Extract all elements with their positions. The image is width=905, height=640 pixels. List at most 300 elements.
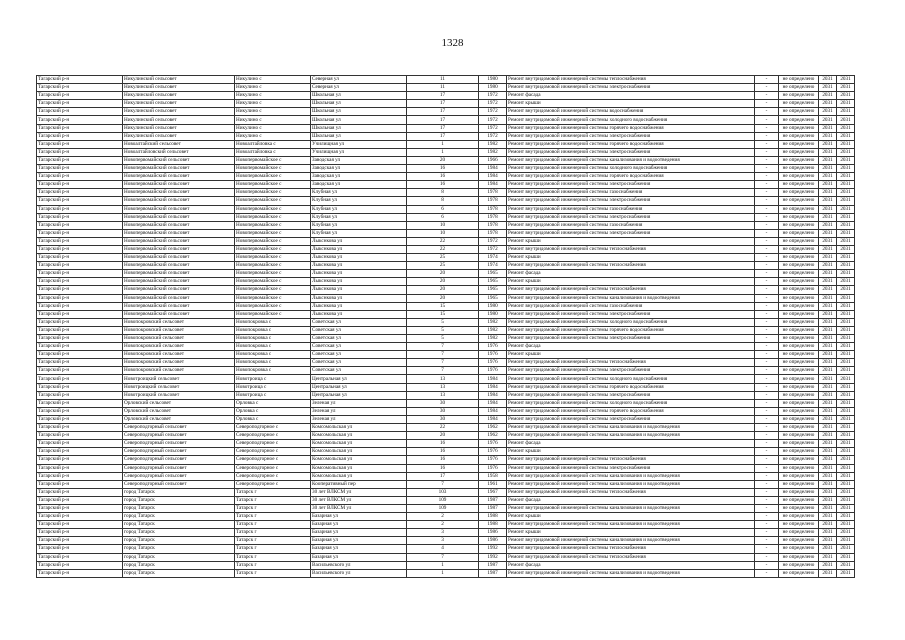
table-row xyxy=(37,116,855,124)
council-cell: Орловский сельсовет xyxy=(123,415,235,423)
dash-cell: - xyxy=(755,359,779,367)
settlement-cell: Новопервомайское с xyxy=(235,165,311,173)
council-cell: Новопервомайский сельсовет xyxy=(123,156,235,164)
work-type-cell: Ремонт крыши xyxy=(507,278,755,286)
council-cell: Новопервомайский сельсовет xyxy=(123,286,235,294)
table-row xyxy=(37,318,855,326)
dash-cell: - xyxy=(755,496,779,504)
end-year-cell: 2031 xyxy=(837,415,855,423)
dash-cell: - xyxy=(755,375,779,383)
district-cell: Тагарский р-н xyxy=(37,545,123,553)
year-cell: 1978 xyxy=(479,189,507,197)
house-number-cell: 16 xyxy=(407,448,479,456)
year-cell: 1984 xyxy=(479,399,507,407)
house-number-cell: 30 xyxy=(407,407,479,415)
status-cell: не определено xyxy=(779,92,819,100)
street-cell: Клубная ул xyxy=(311,221,407,229)
status-cell: не определено xyxy=(779,351,819,359)
repair-schedule-table xyxy=(36,75,855,578)
dash-cell: - xyxy=(755,415,779,423)
district-cell: Тагарский р-н xyxy=(37,318,123,326)
settlement-cell: Никулино с xyxy=(235,76,311,84)
end-year-cell: 2031 xyxy=(837,407,855,415)
council-cell: Новопервомайский сельсовет xyxy=(123,294,235,302)
end-year-cell: 2031 xyxy=(837,456,855,464)
street-cell: Комсомольская ул xyxy=(311,464,407,472)
street-cell: Базарная ул xyxy=(311,513,407,521)
end-year-cell: 2031 xyxy=(837,391,855,399)
end-year-cell: 2031 xyxy=(837,294,855,302)
status-cell: не определено xyxy=(779,286,819,294)
council-cell: Новоалтайский сельсовет xyxy=(123,140,235,148)
district-cell: Тагарский р-н xyxy=(37,553,123,561)
year-cell: 1962 xyxy=(479,424,507,432)
end-year-cell: 2031 xyxy=(837,448,855,456)
year-cell: 1980 xyxy=(479,310,507,318)
settlement-cell: Североподгорное с xyxy=(235,440,311,448)
table-row xyxy=(37,351,855,359)
house-number-cell: 109 xyxy=(407,504,479,512)
table-row xyxy=(37,432,855,440)
status-cell: не определено xyxy=(779,399,819,407)
end-year-cell: 2031 xyxy=(837,84,855,92)
status-cell: не определено xyxy=(779,205,819,213)
status-cell: не определено xyxy=(779,472,819,480)
end-year-cell: 2031 xyxy=(837,367,855,375)
house-number-cell: 20 xyxy=(407,432,479,440)
council-cell: Новопервомайский сельсовет xyxy=(123,197,235,205)
year-cell: 1976 xyxy=(479,440,507,448)
dash-cell: - xyxy=(755,197,779,205)
year-cell: 1987 xyxy=(479,569,507,577)
council-cell: Новопервомайский сельсовет xyxy=(123,205,235,213)
status-cell: не определено xyxy=(779,367,819,375)
district-cell: Тагарский р-н xyxy=(37,237,123,245)
work-type-cell: Ремонт внутридомовой инженерной системы канализования и водоотведения xyxy=(507,569,755,577)
work-type-cell: Ремонт крыши xyxy=(507,100,755,108)
street-cell: Школьная ул xyxy=(311,132,407,140)
year-cell: 1986 xyxy=(479,537,507,545)
street-cell: Лыкснкова ул xyxy=(311,278,407,286)
work-type-cell: Ремонт фасада xyxy=(507,496,755,504)
district-cell: Тагарский р-н xyxy=(37,132,123,140)
table-row xyxy=(37,456,855,464)
house-number-cell: 6 xyxy=(407,213,479,221)
dash-cell: - xyxy=(755,464,779,472)
year-cell: 1972 xyxy=(479,108,507,116)
street-cell: Лыкснкова ул xyxy=(311,270,407,278)
status-cell: не определено xyxy=(779,440,819,448)
table-row xyxy=(37,165,855,173)
settlement-cell: Татарск г xyxy=(235,488,311,496)
status-cell: не определено xyxy=(779,156,819,164)
dash-cell: - xyxy=(755,448,779,456)
end-year-cell: 2031 xyxy=(837,173,855,181)
council-cell: город Татарск xyxy=(123,561,235,569)
house-number-cell: 13 xyxy=(407,391,479,399)
table-row xyxy=(37,100,855,108)
status-cell: не определено xyxy=(779,262,819,270)
end-year-cell: 2031 xyxy=(837,424,855,432)
district-cell: Тагарский р-н xyxy=(37,529,123,537)
district-cell: Тагарский р-н xyxy=(37,302,123,310)
status-cell: не определено xyxy=(779,383,819,391)
street-cell: Центральная ул xyxy=(311,383,407,391)
house-number-cell: 22 xyxy=(407,237,479,245)
dash-cell: - xyxy=(755,513,779,521)
status-cell: не определено xyxy=(779,237,819,245)
end-year-cell: 2031 xyxy=(837,108,855,116)
settlement-cell: Новопервомайское с xyxy=(235,262,311,270)
table-row xyxy=(37,335,855,343)
status-cell: не определено xyxy=(779,197,819,205)
council-cell: город Татарск xyxy=(123,496,235,504)
end-year-cell: 2031 xyxy=(837,197,855,205)
house-number-cell: 30 xyxy=(407,415,479,423)
year-cell: 1965 xyxy=(479,270,507,278)
district-cell: Тагарский р-н xyxy=(37,124,123,132)
work-type-cell: Ремонт внутридомовой инженерной системы канализования и водоотведения xyxy=(507,521,755,529)
status-cell: не определено xyxy=(779,229,819,237)
table-row xyxy=(37,310,855,318)
street-cell: Заводская ул xyxy=(311,165,407,173)
house-number-cell: 3 xyxy=(407,537,479,545)
year-cell: 1984 xyxy=(479,415,507,423)
street-cell: Школьная ул xyxy=(311,124,407,132)
dash-cell: - xyxy=(755,561,779,569)
settlement-cell: Североподгорное с xyxy=(235,456,311,464)
work-type-cell: Ремонт внутридомовой инженерной системы теплоснабжения xyxy=(507,262,755,270)
dash-cell: - xyxy=(755,237,779,245)
end-year-cell: 2031 xyxy=(837,561,855,569)
start-year-cell: 2031 xyxy=(819,351,837,359)
end-year-cell: 2031 xyxy=(837,100,855,108)
work-type-cell: Ремонт внутридомовой инженерной системы канализования и водоотведения xyxy=(507,432,755,440)
table-row xyxy=(37,375,855,383)
year-cell: 1976 xyxy=(479,367,507,375)
dash-cell: - xyxy=(755,529,779,537)
work-type-cell: Ремонт внутридомовой инженерной системы электроснабжения xyxy=(507,367,755,375)
street-cell: Базарная ул xyxy=(311,553,407,561)
page-number: 1328 xyxy=(441,37,464,49)
table-row xyxy=(37,262,855,270)
start-year-cell: 2031 xyxy=(819,213,837,221)
status-cell: не определено xyxy=(779,116,819,124)
work-type-cell: Ремонт фасада xyxy=(507,92,755,100)
table-row xyxy=(37,529,855,537)
start-year-cell: 2031 xyxy=(819,181,837,189)
status-cell: не определено xyxy=(779,424,819,432)
work-type-cell: Ремонт внутридомовой инженерной системы горячего водоснабжения xyxy=(507,407,755,415)
year-cell: 1966 xyxy=(479,156,507,164)
dash-cell: - xyxy=(755,367,779,375)
table-row xyxy=(37,472,855,480)
year-cell: 1984 xyxy=(479,391,507,399)
street-cell: Клубная ул xyxy=(311,205,407,213)
end-year-cell: 2031 xyxy=(837,237,855,245)
start-year-cell: 2031 xyxy=(819,496,837,504)
council-cell: Орловский сельсовет xyxy=(123,407,235,415)
work-type-cell: Ремонт крыши xyxy=(507,448,755,456)
work-type-cell: Ремонт внутридомовой инженерной системы теплоснабжения xyxy=(507,488,755,496)
start-year-cell: 2031 xyxy=(819,448,837,456)
dash-cell: - xyxy=(755,229,779,237)
settlement-cell: Никулино с xyxy=(235,92,311,100)
start-year-cell: 2031 xyxy=(819,197,837,205)
year-cell: 1984 xyxy=(479,165,507,173)
council-cell: Новопервомайский сельсовет xyxy=(123,262,235,270)
dash-cell: - xyxy=(755,545,779,553)
start-year-cell: 2031 xyxy=(819,270,837,278)
work-type-cell: Ремонт внутридомовой инженерной системы канализования и водоотведения xyxy=(507,480,755,488)
settlement-cell: Североподгорное с xyxy=(235,472,311,480)
settlement-cell: Татарск г xyxy=(235,561,311,569)
status-cell: не определено xyxy=(779,132,819,140)
end-year-cell: 2031 xyxy=(837,262,855,270)
start-year-cell: 2031 xyxy=(819,504,837,512)
council-cell: Новотроицкий сельсовет xyxy=(123,383,235,391)
street-cell: Школьная ул xyxy=(311,116,407,124)
year-cell: 1982 xyxy=(479,148,507,156)
status-cell: не определено xyxy=(779,213,819,221)
council-cell: Новопервомайский сельсовет xyxy=(123,270,235,278)
table-row xyxy=(37,213,855,221)
council-cell: Никулинский сельсовет xyxy=(123,76,235,84)
work-type-cell: Ремонт внутридомовой инженерной системы электроснабжения xyxy=(507,84,755,92)
year-cell: 1992 xyxy=(479,545,507,553)
end-year-cell: 2031 xyxy=(837,529,855,537)
street-cell: Лыкснкова ул xyxy=(311,302,407,310)
settlement-cell: Новопервомайское с xyxy=(235,237,311,245)
dash-cell: - xyxy=(755,553,779,561)
work-type-cell: Ремонт внутридомовой инженерной системы водоснабжения xyxy=(507,108,755,116)
dash-cell: - xyxy=(755,181,779,189)
end-year-cell: 2031 xyxy=(837,521,855,529)
district-cell: Тагарский р-н xyxy=(37,76,123,84)
start-year-cell: 2031 xyxy=(819,132,837,140)
end-year-cell: 2031 xyxy=(837,205,855,213)
house-number-cell: 7 xyxy=(407,343,479,351)
work-type-cell: Ремонт внутридомовой инженерной системы газоснабжения xyxy=(507,221,755,229)
work-type-cell: Ремонт внутридомовой инженерной системы канализования и водоотведения xyxy=(507,472,755,480)
end-year-cell: 2031 xyxy=(837,116,855,124)
work-type-cell: Ремонт крыши xyxy=(507,254,755,262)
street-cell: Школьная ул xyxy=(311,92,407,100)
start-year-cell: 2031 xyxy=(819,294,837,302)
settlement-cell: Новопервомайское с xyxy=(235,245,311,253)
council-cell: Североподгорный сельсовет xyxy=(123,424,235,432)
house-number-cell: 7 xyxy=(407,359,479,367)
house-number-cell: 17 xyxy=(407,472,479,480)
work-type-cell: Ремонт внутридомовой инженерной системы электроснабжения xyxy=(507,391,755,399)
house-number-cell: 11 xyxy=(407,84,479,92)
street-cell: Лыкснкова ул xyxy=(311,254,407,262)
house-number-cell: 5 xyxy=(407,335,479,343)
end-year-cell: 2031 xyxy=(837,488,855,496)
start-year-cell: 2031 xyxy=(819,165,837,173)
street-cell: Заводская ул xyxy=(311,156,407,164)
table-row xyxy=(37,108,855,116)
status-cell: не определено xyxy=(779,488,819,496)
council-cell: Новопервомайский сельсовет xyxy=(123,173,235,181)
table-row xyxy=(37,343,855,351)
district-cell: Тагарский р-н xyxy=(37,513,123,521)
status-cell: не определено xyxy=(779,270,819,278)
status-cell: не определено xyxy=(779,335,819,343)
table-row xyxy=(37,440,855,448)
table-row xyxy=(37,189,855,197)
street-cell: Клубная ул xyxy=(311,229,407,237)
start-year-cell: 2031 xyxy=(819,480,837,488)
settlement-cell: Новоалтайловка с xyxy=(235,148,311,156)
status-cell: не определено xyxy=(779,529,819,537)
district-cell: Тагарский р-н xyxy=(37,294,123,302)
house-number-cell: 8 xyxy=(407,189,479,197)
status-cell: не определено xyxy=(779,310,819,318)
settlement-cell: Североподгорное с xyxy=(235,448,311,456)
council-cell: город Татарск xyxy=(123,545,235,553)
start-year-cell: 2031 xyxy=(819,391,837,399)
year-cell: 1980 xyxy=(479,84,507,92)
status-cell: не определено xyxy=(779,326,819,334)
status-cell: не определено xyxy=(779,343,819,351)
district-cell: Тагарский р-н xyxy=(37,229,123,237)
district-cell: Тагарский р-н xyxy=(37,432,123,440)
council-cell: Никулинский сельсовет xyxy=(123,100,235,108)
table-row xyxy=(37,181,855,189)
settlement-cell: Орловка с xyxy=(235,407,311,415)
district-cell: Тагарский р-н xyxy=(37,399,123,407)
council-cell: Новопервомайский сельсовет xyxy=(123,165,235,173)
start-year-cell: 2031 xyxy=(819,173,837,181)
start-year-cell: 2031 xyxy=(819,343,837,351)
end-year-cell: 2031 xyxy=(837,537,855,545)
start-year-cell: 2031 xyxy=(819,84,837,92)
start-year-cell: 2031 xyxy=(819,464,837,472)
table-row xyxy=(37,448,855,456)
end-year-cell: 2031 xyxy=(837,221,855,229)
work-type-cell: Ремонт внутридомовой инженерной системы газоснабжения xyxy=(507,205,755,213)
dash-cell: - xyxy=(755,189,779,197)
settlement-cell: Новопокровка с xyxy=(235,359,311,367)
end-year-cell: 2031 xyxy=(837,496,855,504)
council-cell: Новопокровский сельсовет xyxy=(123,326,235,334)
house-number-cell: 10 xyxy=(407,221,479,229)
table-row xyxy=(37,221,855,229)
status-cell: не определено xyxy=(779,76,819,84)
council-cell: Североподгорный сельсовет xyxy=(123,456,235,464)
council-cell: Североподгорный сельсовет xyxy=(123,472,235,480)
year-cell: 1980 xyxy=(479,76,507,84)
settlement-cell: Орловка с xyxy=(235,399,311,407)
table-row xyxy=(37,569,855,577)
house-number-cell: 15 xyxy=(407,310,479,318)
start-year-cell: 2031 xyxy=(819,245,837,253)
council-cell: Новопервомайский сельсовет xyxy=(123,213,235,221)
district-cell: Тагарский р-н xyxy=(37,310,123,318)
settlement-cell: Новопокровка с xyxy=(235,351,311,359)
street-cell: Училищная ул xyxy=(311,140,407,148)
council-cell: Орловский сельсовет xyxy=(123,399,235,407)
street-cell: Советская ул xyxy=(311,367,407,375)
district-cell: Тагарский р-н xyxy=(37,488,123,496)
year-cell: 1978 xyxy=(479,213,507,221)
work-type-cell: Ремонт внутридомовой инженерной системы электроснабжения xyxy=(507,229,755,237)
district-cell: Тагарский р-н xyxy=(37,221,123,229)
council-cell: Новопервомайский сельсовет xyxy=(123,302,235,310)
settlement-cell: Новопокровка с xyxy=(235,326,311,334)
street-cell: Лыкснкова ул xyxy=(311,245,407,253)
start-year-cell: 2031 xyxy=(819,545,837,553)
district-cell: Тагарский р-н xyxy=(37,173,123,181)
status-cell: не определено xyxy=(779,537,819,545)
year-cell: 1976 xyxy=(479,359,507,367)
settlement-cell: Татарск г xyxy=(235,513,311,521)
start-year-cell: 2031 xyxy=(819,335,837,343)
end-year-cell: 2031 xyxy=(837,270,855,278)
start-year-cell: 2031 xyxy=(819,561,837,569)
end-year-cell: 2031 xyxy=(837,213,855,221)
street-cell: Лыкснкова ул xyxy=(311,286,407,294)
district-cell: Тагарский р-н xyxy=(37,569,123,577)
year-cell: 1982 xyxy=(479,318,507,326)
council-cell: Новопокровский сельсовет xyxy=(123,335,235,343)
council-cell: город Татарск xyxy=(123,553,235,561)
year-cell: 1978 xyxy=(479,205,507,213)
street-cell: Северная ул xyxy=(311,84,407,92)
district-cell: Тагарский р-н xyxy=(37,359,123,367)
settlement-cell: Новопервомайское с xyxy=(235,229,311,237)
street-cell: Зеленая ул xyxy=(311,415,407,423)
district-cell: Тагарский р-н xyxy=(37,189,123,197)
street-cell: Советская ул xyxy=(311,343,407,351)
dash-cell: - xyxy=(755,148,779,156)
house-number-cell: 13 xyxy=(407,375,479,383)
year-cell: 1974 xyxy=(479,262,507,270)
council-cell: Никулинский сельсовет xyxy=(123,108,235,116)
end-year-cell: 2031 xyxy=(837,440,855,448)
year-cell: 1962 xyxy=(479,432,507,440)
year-cell: 1988 xyxy=(479,513,507,521)
dash-cell: - xyxy=(755,92,779,100)
dash-cell: - xyxy=(755,488,779,496)
district-cell: Тагарский р-н xyxy=(37,100,123,108)
house-number-cell: 2 xyxy=(407,513,479,521)
year-cell: 1984 xyxy=(479,173,507,181)
table-row xyxy=(37,302,855,310)
status-cell: не определено xyxy=(779,359,819,367)
street-cell: Советская ул xyxy=(311,351,407,359)
house-number-cell: 7 xyxy=(407,553,479,561)
settlement-cell: Североподгорное с xyxy=(235,432,311,440)
status-cell: не определено xyxy=(779,189,819,197)
district-cell: Тагарский р-н xyxy=(37,181,123,189)
end-year-cell: 2031 xyxy=(837,318,855,326)
street-cell: Комсомольская ул xyxy=(311,432,407,440)
district-cell: Тагарский р-н xyxy=(37,415,123,423)
status-cell: не определено xyxy=(779,108,819,116)
dash-cell: - xyxy=(755,132,779,140)
start-year-cell: 2031 xyxy=(819,302,837,310)
street-cell: Васильевского ул xyxy=(311,569,407,577)
council-cell: Новопокровский сельсовет xyxy=(123,318,235,326)
year-cell: 1984 xyxy=(479,375,507,383)
dash-cell: - xyxy=(755,504,779,512)
dash-cell: - xyxy=(755,310,779,318)
end-year-cell: 2031 xyxy=(837,545,855,553)
work-type-cell: Ремонт внутридомовой инженерной системы теплоснабжения xyxy=(507,553,755,561)
council-cell: Новопокровский сельсовет xyxy=(123,351,235,359)
